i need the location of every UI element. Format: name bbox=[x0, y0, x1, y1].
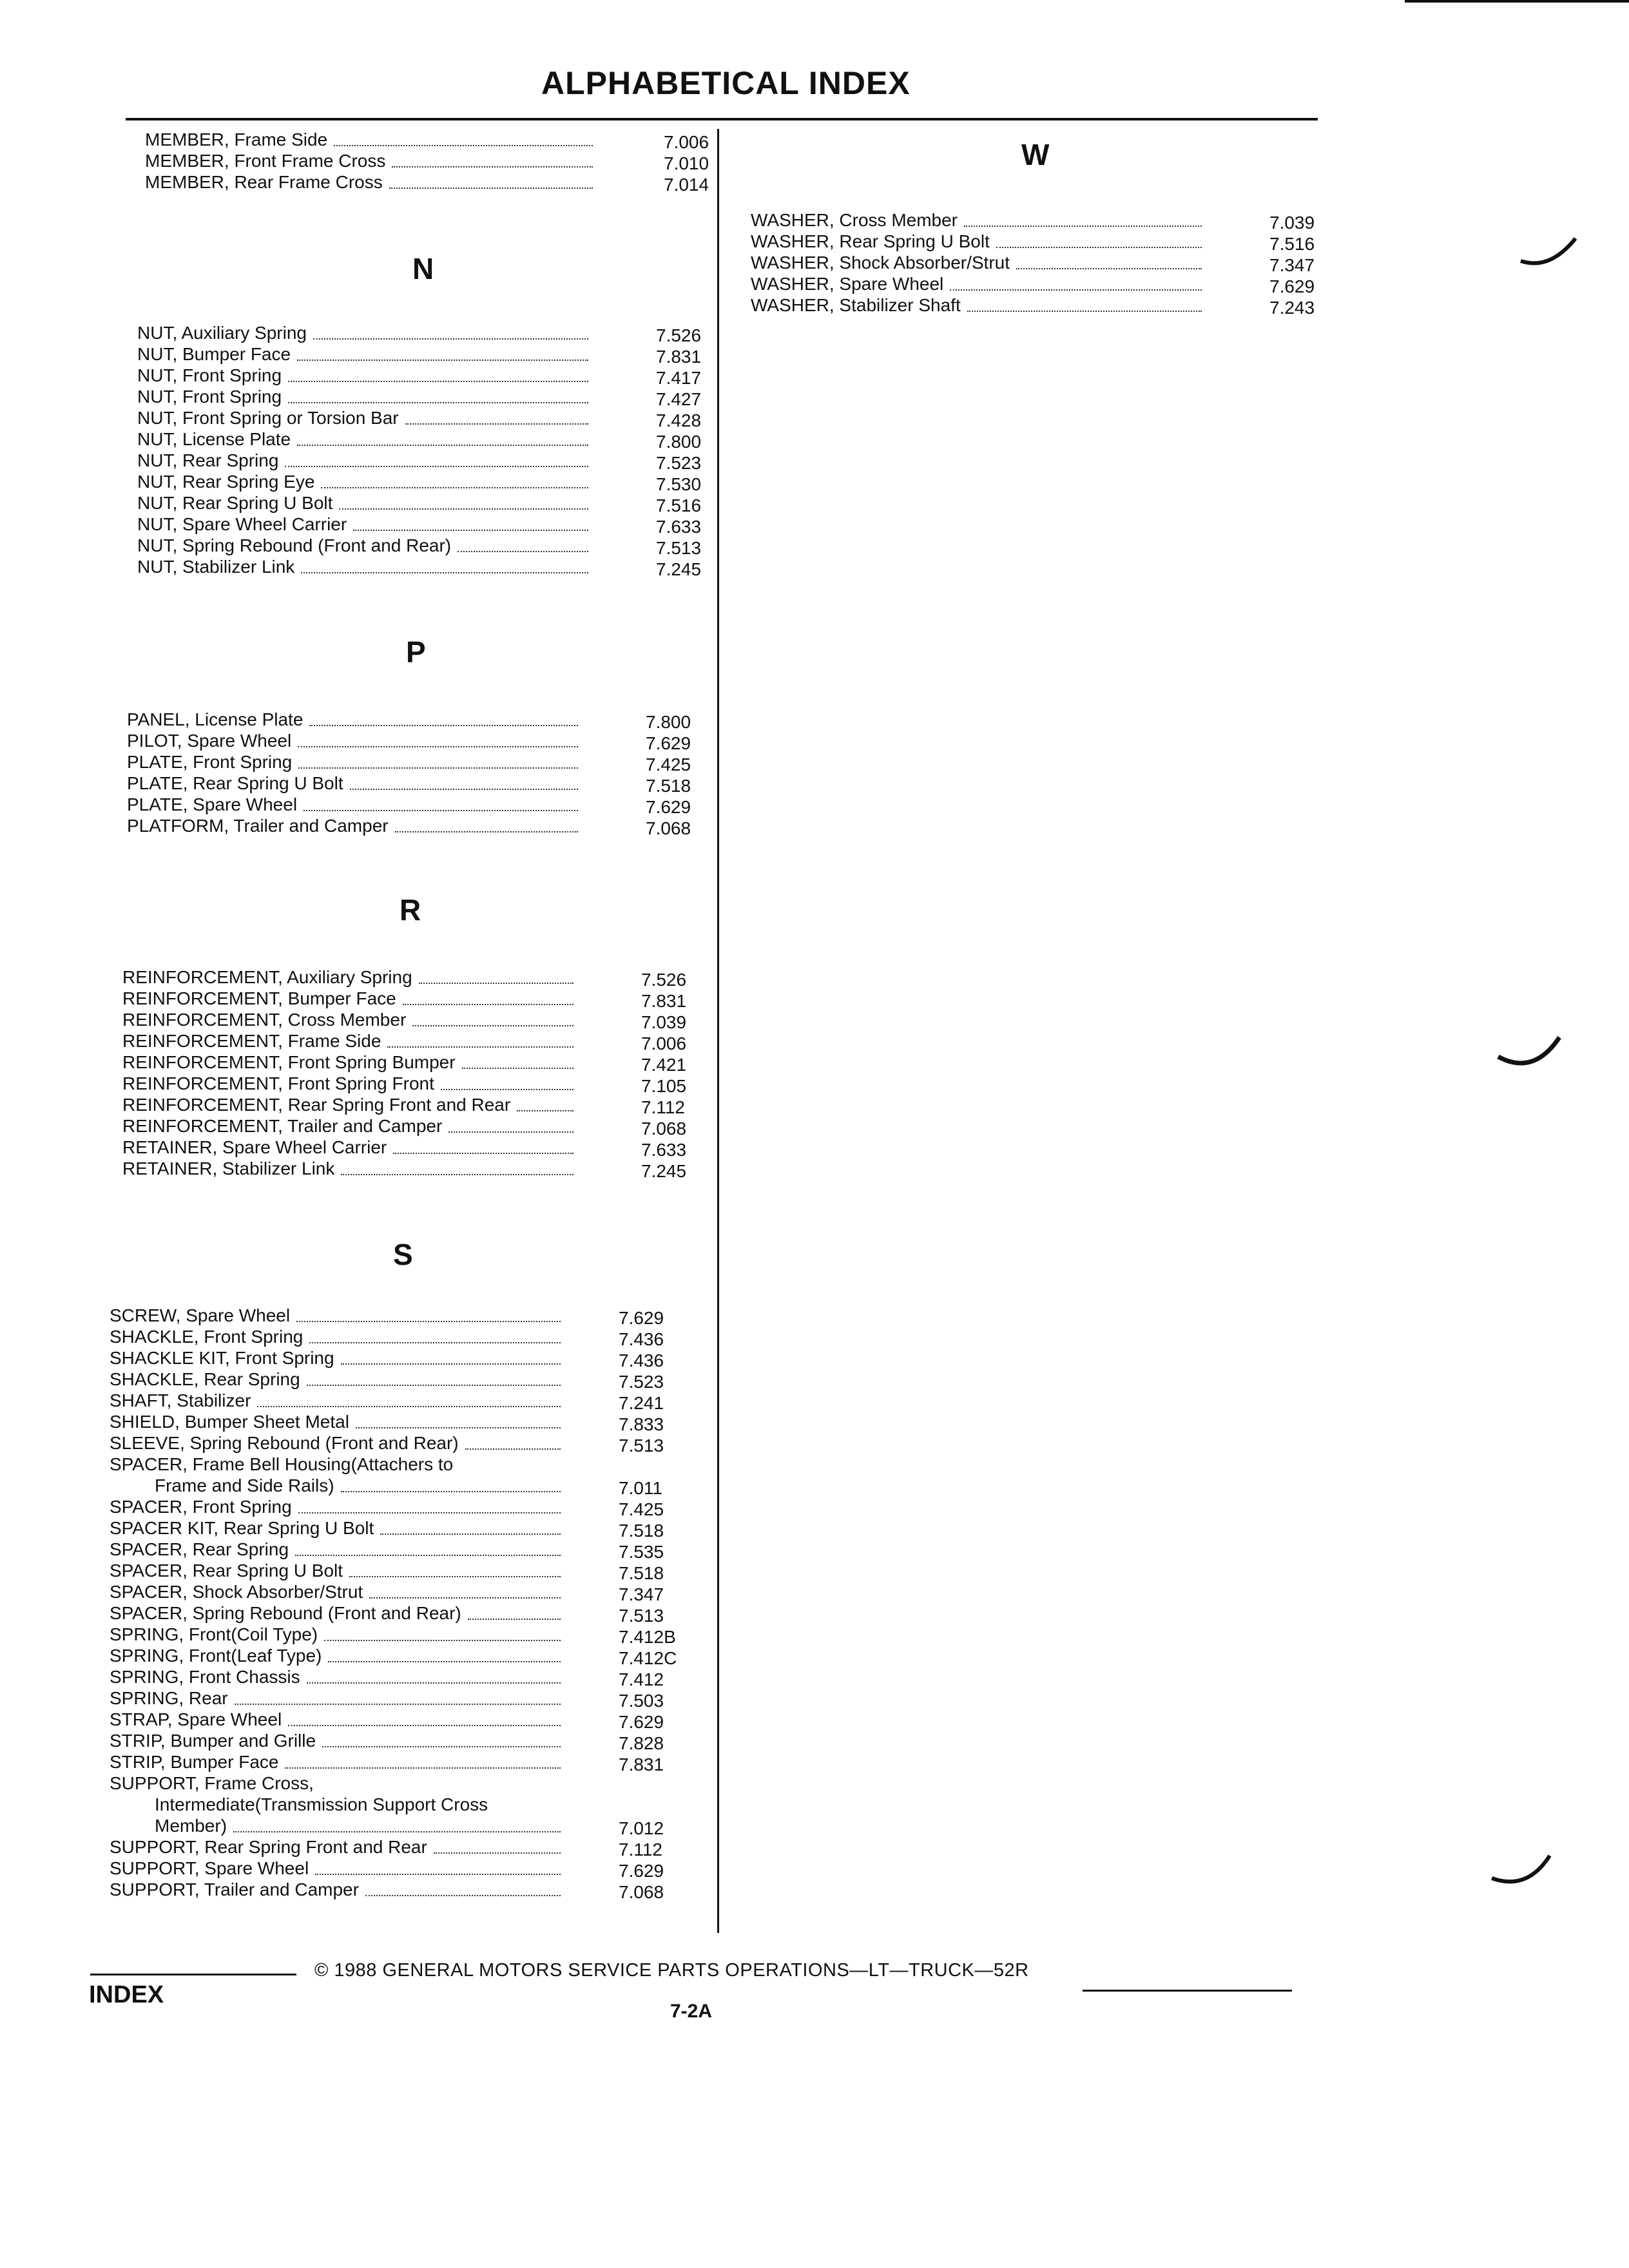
entry-name: PLATE, Spare Wheel bbox=[127, 794, 298, 814]
entry-page-ref: 7.436 bbox=[619, 1350, 664, 1370]
entry-name: REINFORCEMENT, Trailer and Camper bbox=[122, 1116, 443, 1136]
entry-page-ref: 7.105 bbox=[641, 1076, 687, 1096]
entry-page-ref: 7.629 bbox=[1269, 276, 1315, 296]
entry-page-ref: 7.347 bbox=[1269, 255, 1315, 275]
entry-name: Member) bbox=[155, 1816, 227, 1836]
leader-dots bbox=[322, 1730, 561, 1747]
entry-name: NUT, Rear Spring Eye bbox=[137, 472, 315, 492]
entry-page-ref: 7.831 bbox=[641, 991, 687, 1011]
entry-page-ref: 7.518 bbox=[619, 1563, 664, 1583]
entry-page-ref: 7.068 bbox=[619, 1882, 664, 1902]
entry-name: NUT, Front Spring bbox=[137, 387, 282, 407]
leader-dots bbox=[257, 1390, 561, 1407]
entry-page-ref: 7.417 bbox=[656, 368, 702, 388]
entry-name: WASHER, Spare Wheel bbox=[751, 274, 944, 294]
leader-dots bbox=[369, 1581, 561, 1599]
section-letter-n: N bbox=[412, 252, 434, 285]
entry-name: PILOT, Spare Wheel bbox=[127, 731, 292, 751]
entry-page-ref: 7.428 bbox=[656, 410, 702, 430]
leader-dots bbox=[307, 1666, 561, 1684]
entry-page-ref: 7.412B bbox=[619, 1627, 676, 1647]
leader-dots bbox=[298, 1496, 561, 1514]
entry-name: RETAINER, Stabilizer Link bbox=[122, 1158, 335, 1178]
entry-name: SCREW, Spare Wheel bbox=[110, 1305, 291, 1325]
entry-name: NUT, Front Spring bbox=[137, 365, 282, 385]
entry-page-ref: 7.800 bbox=[646, 712, 691, 732]
entry-page-ref: 7.800 bbox=[656, 432, 702, 452]
entry-page-ref: 7.427 bbox=[656, 389, 702, 409]
entry-name: NUT, Auxiliary Spring bbox=[137, 323, 307, 343]
entry-page-ref: 7.112 bbox=[619, 1840, 662, 1860]
leader-dots bbox=[301, 556, 588, 573]
entry-name: SPACER, Rear Spring U Bolt bbox=[110, 1561, 343, 1581]
entry-name: SHAFT, Stabilizer bbox=[110, 1390, 251, 1410]
entry-name: SUPPORT, Rear Spring Front and Rear bbox=[110, 1837, 427, 1857]
leader-dots bbox=[462, 1052, 574, 1069]
entry-page-ref: 7.828 bbox=[619, 1733, 664, 1753]
leader-dots bbox=[307, 1369, 561, 1386]
leader-dots bbox=[393, 1137, 574, 1154]
entry-page-ref: 7.006 bbox=[664, 132, 709, 152]
leader-dots bbox=[288, 386, 588, 403]
entry-name: Frame and Side Rails) bbox=[155, 1475, 334, 1495]
entry-page-ref: 7.629 bbox=[619, 1861, 664, 1881]
entry-page-ref: 7.039 bbox=[1269, 213, 1315, 233]
entry-name: MEMBER, Frame Side bbox=[145, 130, 328, 149]
leader-dots bbox=[328, 1645, 561, 1662]
binder-mark-icon bbox=[1495, 1031, 1566, 1082]
leader-dots bbox=[341, 1158, 574, 1175]
entry-page-ref: 7.513 bbox=[619, 1436, 664, 1456]
entry-name: SUPPORT, Spare Wheel bbox=[110, 1858, 309, 1878]
entry-name: REINFORCEMENT, Frame Side bbox=[122, 1031, 381, 1051]
leader-dots bbox=[285, 450, 588, 467]
entry-name: NUT, Spring Rebound (Front and Rear) bbox=[137, 535, 452, 555]
entry-page-ref: 7.245 bbox=[656, 559, 702, 579]
leader-dots bbox=[392, 150, 593, 168]
leader-dots bbox=[387, 1030, 574, 1048]
leader-dots bbox=[321, 471, 588, 488]
entry-page-ref: 7.629 bbox=[646, 797, 691, 817]
leader-dots bbox=[964, 209, 1202, 227]
entry-name: NUT, Front Spring or Torsion Bar bbox=[137, 408, 399, 428]
entry-page-ref: 7.243 bbox=[1269, 298, 1315, 318]
entry-name: PLATFORM, Trailer and Camper bbox=[127, 816, 389, 836]
entry-page-ref: 7.831 bbox=[656, 347, 702, 367]
leader-dots bbox=[380, 1517, 561, 1535]
leader-dots bbox=[517, 1094, 574, 1111]
leader-dots bbox=[448, 1115, 574, 1133]
binder-mark-icon bbox=[1489, 1849, 1559, 1901]
entry-name: SUPPORT, Frame Cross, bbox=[110, 1773, 314, 1793]
entry-name: SPACER, Shock Absorber/Strut bbox=[110, 1582, 363, 1602]
entry-page-ref: 7.010 bbox=[664, 153, 709, 173]
leader-dots bbox=[324, 1624, 561, 1641]
leader-dots bbox=[304, 794, 578, 811]
entry-name: REINFORCEMENT, Auxiliary Spring bbox=[122, 967, 412, 987]
leader-dots bbox=[468, 1602, 561, 1620]
entry-name: SLEEVE, Spring Rebound (Front and Rear) bbox=[110, 1433, 459, 1453]
leader-dots bbox=[341, 1347, 561, 1365]
leader-dots bbox=[950, 273, 1202, 291]
entry-name: SPRING, Front(Coil Type) bbox=[110, 1624, 318, 1644]
footer-rule-right bbox=[1083, 1990, 1292, 1992]
entry-page-ref: 7.831 bbox=[619, 1754, 664, 1774]
entry-name: SHACKLE KIT, Front Spring bbox=[110, 1348, 334, 1368]
entry-page-ref: 7.629 bbox=[646, 733, 691, 753]
entry-name: REINFORCEMENT, Front Spring Front bbox=[122, 1073, 434, 1093]
entry-page-ref: 7.629 bbox=[619, 1712, 664, 1732]
leader-dots bbox=[339, 492, 588, 510]
column-divider bbox=[717, 129, 719, 1933]
leader-dots bbox=[334, 129, 593, 146]
entry-name: PANEL, License Plate bbox=[127, 709, 304, 729]
leader-dots bbox=[233, 1815, 561, 1832]
leader-dots bbox=[315, 1858, 561, 1875]
leader-dots bbox=[389, 171, 593, 189]
entry-page-ref: 7.014 bbox=[664, 175, 709, 195]
section-letter-s: S bbox=[393, 1238, 413, 1271]
entry-page-ref: 7.012 bbox=[619, 1818, 664, 1838]
entry-page-ref: 7.523 bbox=[656, 453, 702, 473]
entry-name: WASHER, Rear Spring U Bolt bbox=[751, 231, 990, 251]
leader-dots bbox=[395, 815, 578, 832]
entry-name: WASHER, Cross Member bbox=[751, 210, 958, 230]
entry-name: NUT, Rear Spring U Bolt bbox=[137, 493, 333, 513]
entry-name: SHIELD, Bumper Sheet Metal bbox=[110, 1412, 349, 1432]
entry-page-ref: 7.006 bbox=[641, 1033, 687, 1053]
leader-dots bbox=[350, 773, 578, 790]
leader-dots bbox=[288, 1709, 561, 1726]
leader-dots bbox=[458, 535, 588, 552]
entry-page-ref: 7.629 bbox=[619, 1308, 664, 1328]
leader-dots bbox=[297, 343, 588, 361]
entry-page-ref: 7.245 bbox=[641, 1161, 687, 1181]
entry-name: SPRING, Front Chassis bbox=[110, 1667, 300, 1687]
entry-page-ref: 7.518 bbox=[619, 1521, 664, 1541]
leader-dots bbox=[288, 365, 588, 382]
entry-page-ref: 7.412 bbox=[619, 1669, 664, 1689]
entry-page-ref: 7.503 bbox=[619, 1691, 664, 1711]
leader-dots bbox=[996, 231, 1202, 248]
entry-page-ref: 7.436 bbox=[619, 1329, 664, 1349]
footer-copyright: © 1988 GENERAL MOTORS SERVICE PARTS OPERATIONS—LT—TRUCK—52R bbox=[314, 1960, 1029, 1981]
entry-name: SPACER, Rear Spring bbox=[110, 1539, 289, 1559]
entry-name: NUT, Bumper Face bbox=[137, 344, 291, 364]
entry-name: SPRING, Front(Leaf Type) bbox=[110, 1646, 322, 1666]
entry-page-ref: 7.516 bbox=[1269, 234, 1315, 254]
entry-page-ref: 7.513 bbox=[619, 1606, 664, 1626]
entry-page-ref: 7.530 bbox=[656, 474, 702, 494]
entry-name: NUT, Rear Spring bbox=[137, 450, 279, 470]
entry-name: WASHER, Stabilizer Shaft bbox=[751, 295, 961, 315]
leader-dots bbox=[341, 1475, 561, 1492]
top-edge-rule bbox=[1405, 0, 1629, 3]
entry-name: SPACER KIT, Rear Spring U Bolt bbox=[110, 1518, 374, 1538]
entry-page-ref: 7.526 bbox=[641, 970, 687, 990]
leader-dots bbox=[1016, 252, 1202, 269]
entry-name: REINFORCEMENT, Cross Member bbox=[122, 1010, 407, 1030]
entry-name: PLATE, Front Spring bbox=[127, 752, 293, 772]
leader-dots bbox=[434, 1836, 561, 1854]
entry-page-ref: 7.011 bbox=[619, 1478, 662, 1498]
section-letter-w: W bbox=[1021, 138, 1050, 171]
entry-page-ref: 7.513 bbox=[656, 538, 702, 558]
leader-dots bbox=[365, 1879, 561, 1896]
leader-dots bbox=[405, 407, 588, 425]
leader-dots bbox=[465, 1432, 561, 1450]
entry-name: NUT, Stabilizer Link bbox=[137, 557, 295, 577]
entry-page-ref: 7.526 bbox=[656, 325, 702, 345]
entry-name: STRIP, Bumper and Grille bbox=[110, 1731, 316, 1751]
footer-label: INDEX bbox=[89, 1981, 164, 2008]
entry-page-ref: 7.068 bbox=[641, 1119, 687, 1139]
entry-name: SPACER, Frame Bell Housing(Attachers to bbox=[110, 1454, 454, 1474]
footer-rule-left bbox=[90, 1974, 296, 1975]
page-number: 7-2A bbox=[670, 2001, 713, 2022]
leader-dots bbox=[295, 1539, 561, 1556]
entry-page-ref: 7.516 bbox=[656, 495, 702, 515]
page-title: ALPHABETICAL INDEX bbox=[541, 65, 911, 101]
binder-mark-icon bbox=[1518, 232, 1582, 277]
entry-page-ref: 7.421 bbox=[641, 1055, 687, 1075]
entry-name: SHACKLE, Front Spring bbox=[110, 1327, 304, 1347]
entry-page-ref: 7.518 bbox=[646, 776, 691, 796]
leader-dots bbox=[349, 1560, 561, 1577]
entry-page-ref: 7.068 bbox=[646, 818, 691, 838]
leader-dots bbox=[235, 1687, 561, 1705]
entry-name: REINFORCEMENT, Rear Spring Front and Rear bbox=[122, 1095, 511, 1115]
entry-page-ref: 7.347 bbox=[619, 1584, 664, 1604]
entry-name: STRAP, Spare Wheel bbox=[110, 1709, 282, 1729]
entry-page-ref: 7.833 bbox=[619, 1414, 664, 1434]
leader-dots bbox=[412, 1009, 574, 1026]
leader-dots bbox=[298, 730, 578, 747]
entry-name: RETAINER, Spare Wheel Carrier bbox=[122, 1137, 387, 1157]
entry-page-ref: 7.425 bbox=[646, 754, 691, 774]
entry-name: MEMBER, Front Frame Cross bbox=[145, 151, 386, 171]
entry-page-ref: 7.241 bbox=[619, 1393, 664, 1413]
entry-page-ref: 7.039 bbox=[641, 1012, 687, 1032]
entry-page-ref: 7.523 bbox=[619, 1372, 664, 1392]
section-letter-p: P bbox=[406, 635, 426, 669]
entry-page-ref: 7.633 bbox=[656, 517, 702, 537]
entry-page-ref: 7.535 bbox=[619, 1542, 664, 1562]
entry-name: REINFORCEMENT, Bumper Face bbox=[122, 988, 396, 1008]
leader-dots bbox=[967, 294, 1202, 312]
leader-dots bbox=[356, 1411, 561, 1428]
section-letter-r: R bbox=[400, 893, 421, 927]
leader-dots bbox=[298, 751, 578, 769]
entry-page-ref: 7.112 bbox=[641, 1097, 685, 1117]
leader-dots bbox=[285, 1751, 561, 1769]
leader-dots bbox=[309, 709, 578, 726]
entry-page-ref: 7.425 bbox=[619, 1499, 664, 1519]
leader-dots bbox=[353, 514, 588, 531]
entry-name: PLATE, Rear Spring U Bolt bbox=[127, 773, 343, 793]
leader-dots bbox=[403, 988, 574, 1005]
entry-name: MEMBER, Rear Frame Cross bbox=[145, 172, 383, 192]
entry-name: Intermediate(Transmission Support Cross bbox=[155, 1794, 488, 1814]
entry-name: SHACKLE, Rear Spring bbox=[110, 1369, 300, 1389]
leader-dots bbox=[441, 1073, 574, 1090]
entry-page-ref: 7.412C bbox=[619, 1648, 677, 1668]
entry-name: SUPPORT, Trailer and Camper bbox=[110, 1879, 359, 1899]
header-rule bbox=[126, 118, 1318, 120]
entry-name: STRIP, Bumper Face bbox=[110, 1752, 279, 1772]
entry-name: NUT, License Plate bbox=[137, 429, 291, 449]
entry-name: NUT, Spare Wheel Carrier bbox=[137, 514, 347, 534]
entry-page-ref: 7.633 bbox=[641, 1140, 687, 1160]
leader-dots bbox=[309, 1326, 561, 1343]
entry-name: SPACER, Spring Rebound (Front and Rear) bbox=[110, 1603, 461, 1623]
leader-dots bbox=[313, 322, 588, 340]
entry-name: REINFORCEMENT, Front Spring Bumper bbox=[122, 1052, 456, 1072]
leader-dots bbox=[297, 428, 588, 446]
leader-dots bbox=[419, 966, 574, 984]
entry-name: WASHER, Shock Absorber/Strut bbox=[751, 253, 1010, 273]
entry-name: SPRING, Rear bbox=[110, 1688, 228, 1708]
entry-name: SPACER, Front Spring bbox=[110, 1497, 292, 1517]
leader-dots bbox=[296, 1305, 561, 1322]
